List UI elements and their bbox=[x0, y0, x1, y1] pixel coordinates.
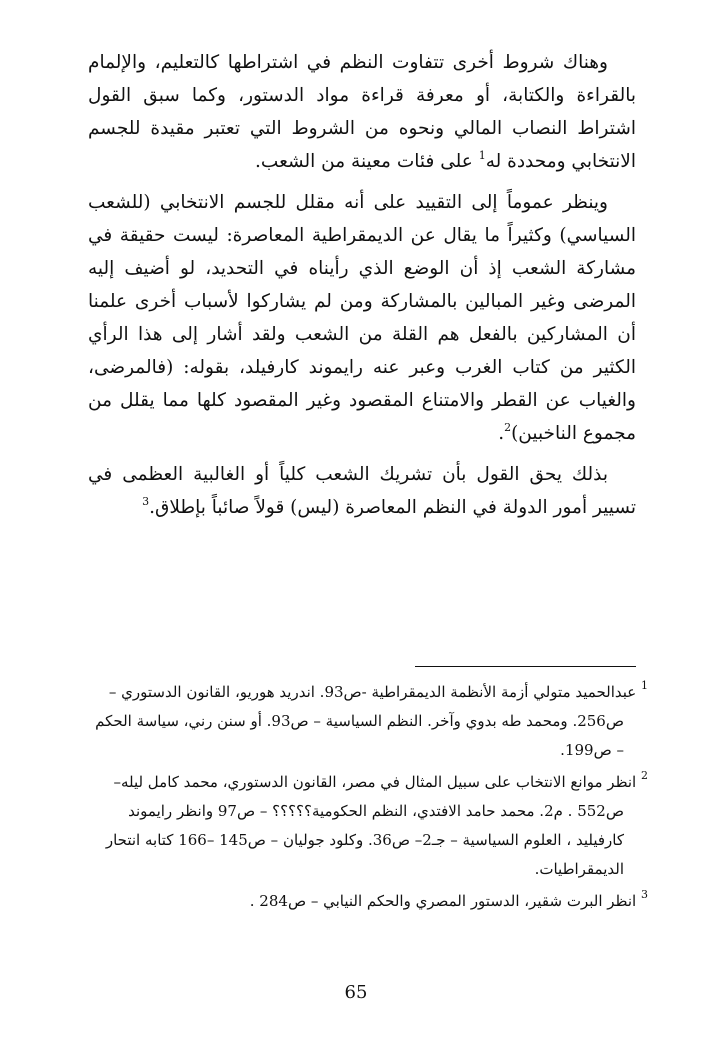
footnote-3-lead: انظر البرت شقير، الدستور المصري والحكم النيابي – ص284 . bbox=[249, 892, 637, 910]
footnote-number-2: 2 bbox=[641, 769, 648, 782]
footnote-ref-2[interactable]: 2 bbox=[504, 421, 512, 434]
footnote-ref-3[interactable]: 3 bbox=[142, 495, 150, 508]
main-text bbox=[88, 46, 636, 532]
paragraph-1-text: وهناك شروط أخرى تتفاوت النظم في اشتراطها كالتعليم، والإلمام بالقراءة والكتابة، أو معرفة قراءة مواد الدستور، وكما سبق القول اشتراط النصاب المالي ونحوه من الشروط التي تعتبر مقيدة للجسم الانتخابي ومحددة له bbox=[88, 52, 636, 172]
footnote-number-1: 1 bbox=[641, 679, 648, 692]
page-number: 65 bbox=[344, 982, 368, 1003]
paragraph-1-tail: على فئات معينة من الشعب. bbox=[255, 151, 479, 172]
footnote-number-3: 3 bbox=[641, 888, 648, 901]
footnote-1 bbox=[88, 678, 648, 765]
footnote-1-rest: ص256. ومحمد طه بدوي وآخر. النظم السياسية – ص93. أو سنن رني، سياسة الحكم – ص199. bbox=[95, 712, 624, 759]
footnote-2-rest: ص552 . م2. محمد حامد الافتدي، النظم الحكومية؟؟؟؟؟ – ص97 وانظر رايموند كارفيليد ، العلوم السياسية – جـ2– ص36. وكلود جوليان – ص145 –166 كتابه انتحار الديمقراطيات. bbox=[105, 802, 624, 878]
paragraph-2 bbox=[88, 186, 636, 450]
paragraph-1 bbox=[88, 46, 636, 178]
footnote-1-lead: عبدالحميد متولي أزمة الأنظمة الديمقراطية -ص93. اندريد هوريو، القانون الدستوري – bbox=[108, 683, 637, 701]
footnote-2-lead: انظر موانع الانتخاب على سبيل المثال في مصر، القانون الدستوري، محمد كامل ليله– bbox=[113, 773, 637, 791]
footnote-2 bbox=[88, 768, 648, 884]
footnote-ref-1[interactable]: 1 bbox=[478, 149, 486, 162]
paragraph-3 bbox=[88, 458, 636, 524]
paragraph-3-text: بذلك يحق القول بأن تشريك الشعب كلياً أو الغالبية العظمى في تسيير أمور الدولة في النظم المعاصرة (ليس) قولاً صائباً بإطلاق. bbox=[88, 464, 636, 518]
paragraph-2-text: وينظر عموماً إلى التقييد على أنه مقلل للجسم الانتخابي (للشعب السياسي) وكثيراً ما يقال عن الديمقراطية المعاصرة: ليست حقيقة في مشاركة الشعب إذ أن الوضع الذي رأيناه في التحديد، لو أضيف إليه المرضى وغير المبالين بالمشاركة ومن لم يشاركوا لأسباب أخرى علمنا أن المشاركين بالفعل هم القلة من الشعب ولقد أشار إلى هذا الرأي الكثير من كتاب الغرب وعبر عنه رايموند كارفيلد، بقوله: (فالمرضى، والغياب عن القطر والامتناع المقصود وغير المقصود كلها مما يقلل من مجموع الناخبين) bbox=[88, 192, 636, 444]
footnotes bbox=[88, 678, 648, 919]
footnote-3 bbox=[88, 887, 648, 916]
paragraph-2-tail: . bbox=[498, 423, 505, 444]
footnote-separator bbox=[415, 666, 636, 667]
